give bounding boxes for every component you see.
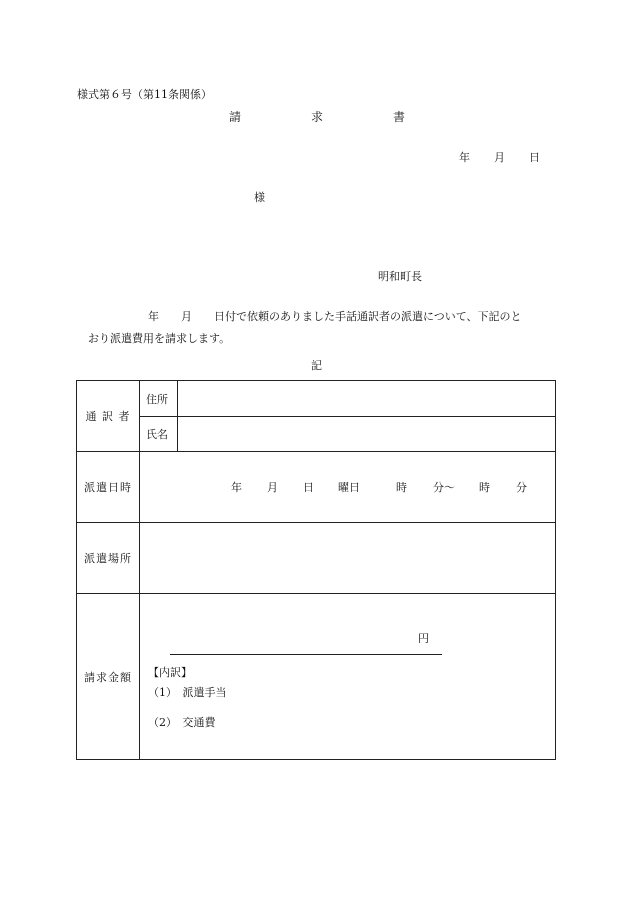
- name-label: 氏名: [140, 417, 178, 452]
- date-day-unit: 日: [529, 151, 540, 164]
- title-char-2: 求: [311, 110, 324, 124]
- breakdown-item-transport: （2） 交通費: [148, 716, 216, 729]
- amount-label: 請求金額: [77, 594, 140, 760]
- title-char-3: 書: [393, 110, 406, 124]
- dispatch-place-label: 派遣場所: [77, 523, 140, 594]
- dispatch-place-field[interactable]: [140, 523, 556, 594]
- form-reference: 様式第６号（第11条関係）: [77, 88, 212, 101]
- yen-unit: 円: [418, 632, 429, 645]
- breakdown-heading: 【内訳】: [148, 666, 192, 679]
- date-month-unit: 月: [494, 151, 505, 164]
- body-text-line-2: おり派遣費用を請求します。: [88, 332, 231, 345]
- dt-weekday-unit: 曜日: [338, 481, 360, 494]
- date-year-unit: 年: [459, 151, 470, 164]
- breakdown-item-allowance: （1） 派遣手当: [148, 686, 227, 699]
- dt-minute-unit-1: 分～: [433, 481, 455, 494]
- dt-hour-unit-2: 時: [479, 481, 490, 494]
- dispatch-datetime-label: 派遣日時: [77, 452, 140, 523]
- ki-heading: 記: [311, 359, 322, 372]
- dt-month-unit: 月: [267, 481, 278, 494]
- dt-year-unit: 年: [231, 481, 242, 494]
- issuer-name: 明和町長: [378, 270, 422, 283]
- amount-underline: [170, 654, 442, 655]
- address-label: 住所: [140, 381, 178, 417]
- dt-minute-unit-2: 分: [516, 481, 527, 494]
- dt-hour-unit-1: 時: [396, 481, 407, 494]
- dt-day-unit: 日: [303, 481, 314, 494]
- body-text-line-1: 年 月 日付で依頼のありました手話通訳者の派遣について、下記のと: [148, 310, 522, 323]
- request-form-table: [76, 380, 556, 760]
- address-field[interactable]: [178, 381, 556, 417]
- interpreter-label: 通 訳 者: [77, 381, 140, 452]
- amount-field[interactable]: [140, 594, 556, 760]
- name-field[interactable]: [178, 417, 556, 452]
- addressee-suffix: 様: [254, 191, 265, 204]
- title-char-1: 請: [229, 110, 242, 124]
- dispatch-datetime-field[interactable]: [140, 452, 556, 523]
